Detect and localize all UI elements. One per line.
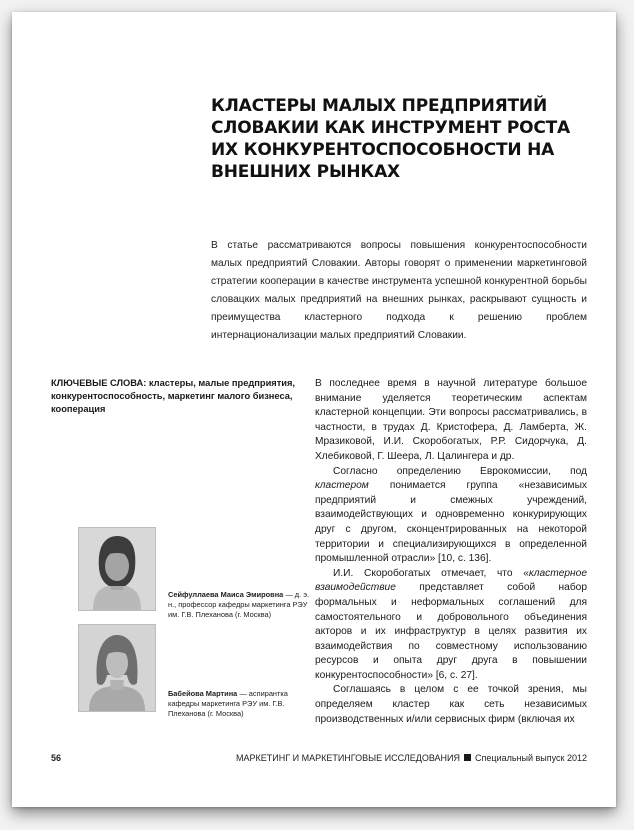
body-paragraph-1: В последнее время в научной литературе большое внимание уделяется теоретическим аспектам кластерной концепции. Эти вопросы рассматривались, в частности, в трудах Д. Кристофера, Д. Ламберта, Ж. Мразиковой, И.И. Скоробогатых, Р.Р. Сидорчука, Д. Хлебиковой, Г. Шеера, Л. Цалингера и др. — [315, 378, 587, 462]
keywords-text: кластеры, малые предприятия, конкурентоспособность, маркетинг малого бизнеса, кооперация — [51, 378, 296, 414]
term-cluster: кластером — [315, 480, 369, 492]
square-separator-icon — [464, 754, 471, 761]
journal-name: МАРКЕТИНГ И МАРКЕТИНГОВЫЕ ИССЛЕДОВАНИЯ — [236, 753, 460, 763]
page-footer — [51, 753, 587, 767]
author-caption-2 — [168, 689, 318, 719]
page-number: 56 — [51, 753, 62, 763]
keywords — [51, 377, 311, 416]
running-head — [236, 753, 587, 763]
keywords-label: КЛЮЧЕВЫЕ СЛОВА: — [51, 378, 147, 388]
author-info-1: — д. э. н., профессор кафедры маркетинга РЭУ им. Г.В. Плеханова (г. Москва) — [168, 590, 310, 619]
author-photo-2 — [78, 624, 156, 712]
term-cluster-interaction: кластерное взаимодействие — [315, 567, 587, 594]
article-body — [315, 377, 587, 727]
author-info-2: — аспирантка кафедры маркетинга РЭУ им. Г.В. Плеханова (г. Москва) — [168, 689, 288, 718]
body-paragraph-4: Соглашаясь в целом с ее точкой зрения, мы определяем кластер как сеть независимых производственных и/или сервисных фирм (включая их — [315, 684, 587, 725]
article-title: КЛАСТЕРЫ МАЛЫХ ПРЕДПРИЯТИЙ СЛОВАКИИ КАК ИНСТРУМЕНТ РОСТА ИХ КОНКУРЕНТОСПОСОБНОСТИ НА ВНЕШНИХ РЫНКАХ — [211, 96, 571, 182]
body-paragraph-2: Согласно определению Еврокомиссии, под кластером понимается группа «независимых предприятий и смежных учреждений, взаимодействующих и одновременно конкурирующих друг с другом, сконцентрированных на некоторой территории и специализирующихся в определенной промышленной отрасли» [10, с. 136]. — [315, 465, 587, 565]
journal-page — [12, 12, 616, 807]
author-photo-1 — [78, 527, 156, 611]
body-paragraph-3: И.И. Скоробогатых отмечает, что «кластерное взаимодействие представляет собой набор формальных и неформальных соглашений для самостоятельного и добровольного объединения акторов и их инфраструктур в целях развития их взаимодействия по совместному использованию ресурсов и опыта друг друга в повышении конкурентоспособности» [6, с. 27]. — [315, 567, 587, 681]
author-caption-1 — [168, 590, 318, 620]
author-name-1: Сейфуллаева Маиса Эмировна — [168, 590, 284, 599]
article-abstract: В статье рассматриваются вопросы повышения конкурентоспособности малых предприятий Словакии. Авторы говорят о применении маркетинговой стратегии кооперации в качестве инструмента успешной конкурентной борьбы словацких малых предприятий на внешних рынках, раскрывают сущность и преимущества кластерного подхода к решению проблем интернационализации малых предприятий Словакии. — [211, 240, 587, 341]
author-name-2: Бабейова Мартина — [168, 689, 238, 698]
issue-label: Специальный выпуск 2012 — [475, 753, 587, 763]
